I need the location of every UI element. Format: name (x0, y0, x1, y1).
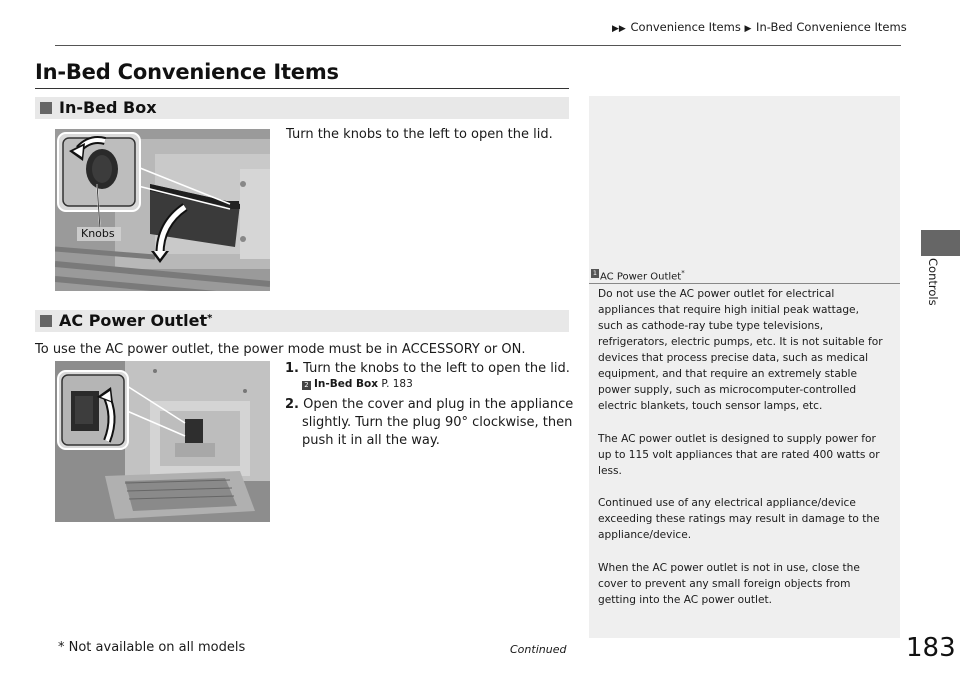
chapter-tab-label[interactable]: Controls (926, 258, 940, 306)
figure-callout-knobs: Knobs (81, 227, 115, 240)
in-bed-box-figure (55, 129, 270, 291)
ac-outlet-step-2-line-3: push it in all the way. (302, 433, 440, 448)
in-bed-box-illustration (55, 129, 270, 291)
footnote-star: * (207, 313, 213, 324)
note-heading (589, 266, 900, 283)
breadcrumb-item-in-bed-convenience-items[interactable]: In-Bed Convenience Items (756, 20, 907, 34)
section-square-icon (40, 102, 52, 114)
section-heading-label: AC Power Outlet* (59, 311, 213, 330)
page-number: 183 (906, 633, 956, 663)
note-divider (589, 283, 900, 284)
section-heading-ac-power-outlet (35, 310, 569, 332)
note-title: AC Power Outlet* (600, 269, 685, 283)
note-number-icon: 1 (592, 269, 598, 277)
breadcrumb (612, 20, 907, 34)
header-divider (55, 45, 901, 46)
breadcrumb-item-convenience-items[interactable]: Convenience Items (630, 20, 741, 34)
ac-outlet-step-1: 1. Turn the knobs to the left to open the lid. (285, 361, 570, 376)
title-divider (35, 88, 569, 89)
page-title: In-Bed Convenience Items (35, 60, 339, 84)
ac-outlet-step-2: 2. Open the cover and plug in the appliance (285, 397, 574, 412)
note-paragraph-1: Do not use the AC power outlet for electrical appliances that require high initial peak wattage, such as cathode-ray tube type televisions, refrigerators, electric pumps, etc. It is not suitable for devices that process precise data, such as medical equipment, and that require an extremely stable power supply, such as microcomputer-controlled electric blankets, touch sensor lamps, etc. (598, 288, 883, 412)
note-paragraph-2: The AC power outlet is designed to supply power for up to 115 volt appliances that are rated 400 watts or less. (598, 433, 880, 477)
cross-reference-icon: 2 (302, 381, 311, 390)
breadcrumb-arrow-icon: ▶▶ (612, 24, 626, 34)
ac-outlet-intro: To use the AC power outlet, the power mode must be in ACCESSORY or ON. (35, 342, 526, 357)
xref-in-bed-box[interactable]: 2 In-Bed Box P. 183 (302, 378, 413, 390)
breadcrumb-arrow-icon: ▶ (744, 24, 752, 34)
continued-label: Continued (510, 643, 567, 656)
ac-outlet-figure (55, 361, 270, 522)
footnote: * Not available on all models (58, 640, 246, 655)
ac-outlet-illustration (55, 361, 270, 522)
chapter-tab-marker[interactable] (921, 230, 960, 256)
ac-outlet-step-2-line-2: slightly. Turn the plug 90° clockwise, then (302, 415, 573, 430)
note-paragraph-4: When the AC power outlet is not in use, close the cover to prevent any small foreign objects from getting into the AC power outlet. (598, 562, 860, 606)
footnote-star: * (681, 269, 685, 277)
section-heading-in-bed-box (35, 97, 569, 119)
section-heading-label: In-Bed Box (59, 98, 157, 117)
section-square-icon (40, 315, 52, 327)
in-bed-box-instruction: Turn the knobs to the left to open the lid. (286, 127, 553, 142)
note-paragraph-3: Continued use of any electrical appliance/device exceeding these ratings may result in damage to the appliance/device. (598, 497, 880, 541)
